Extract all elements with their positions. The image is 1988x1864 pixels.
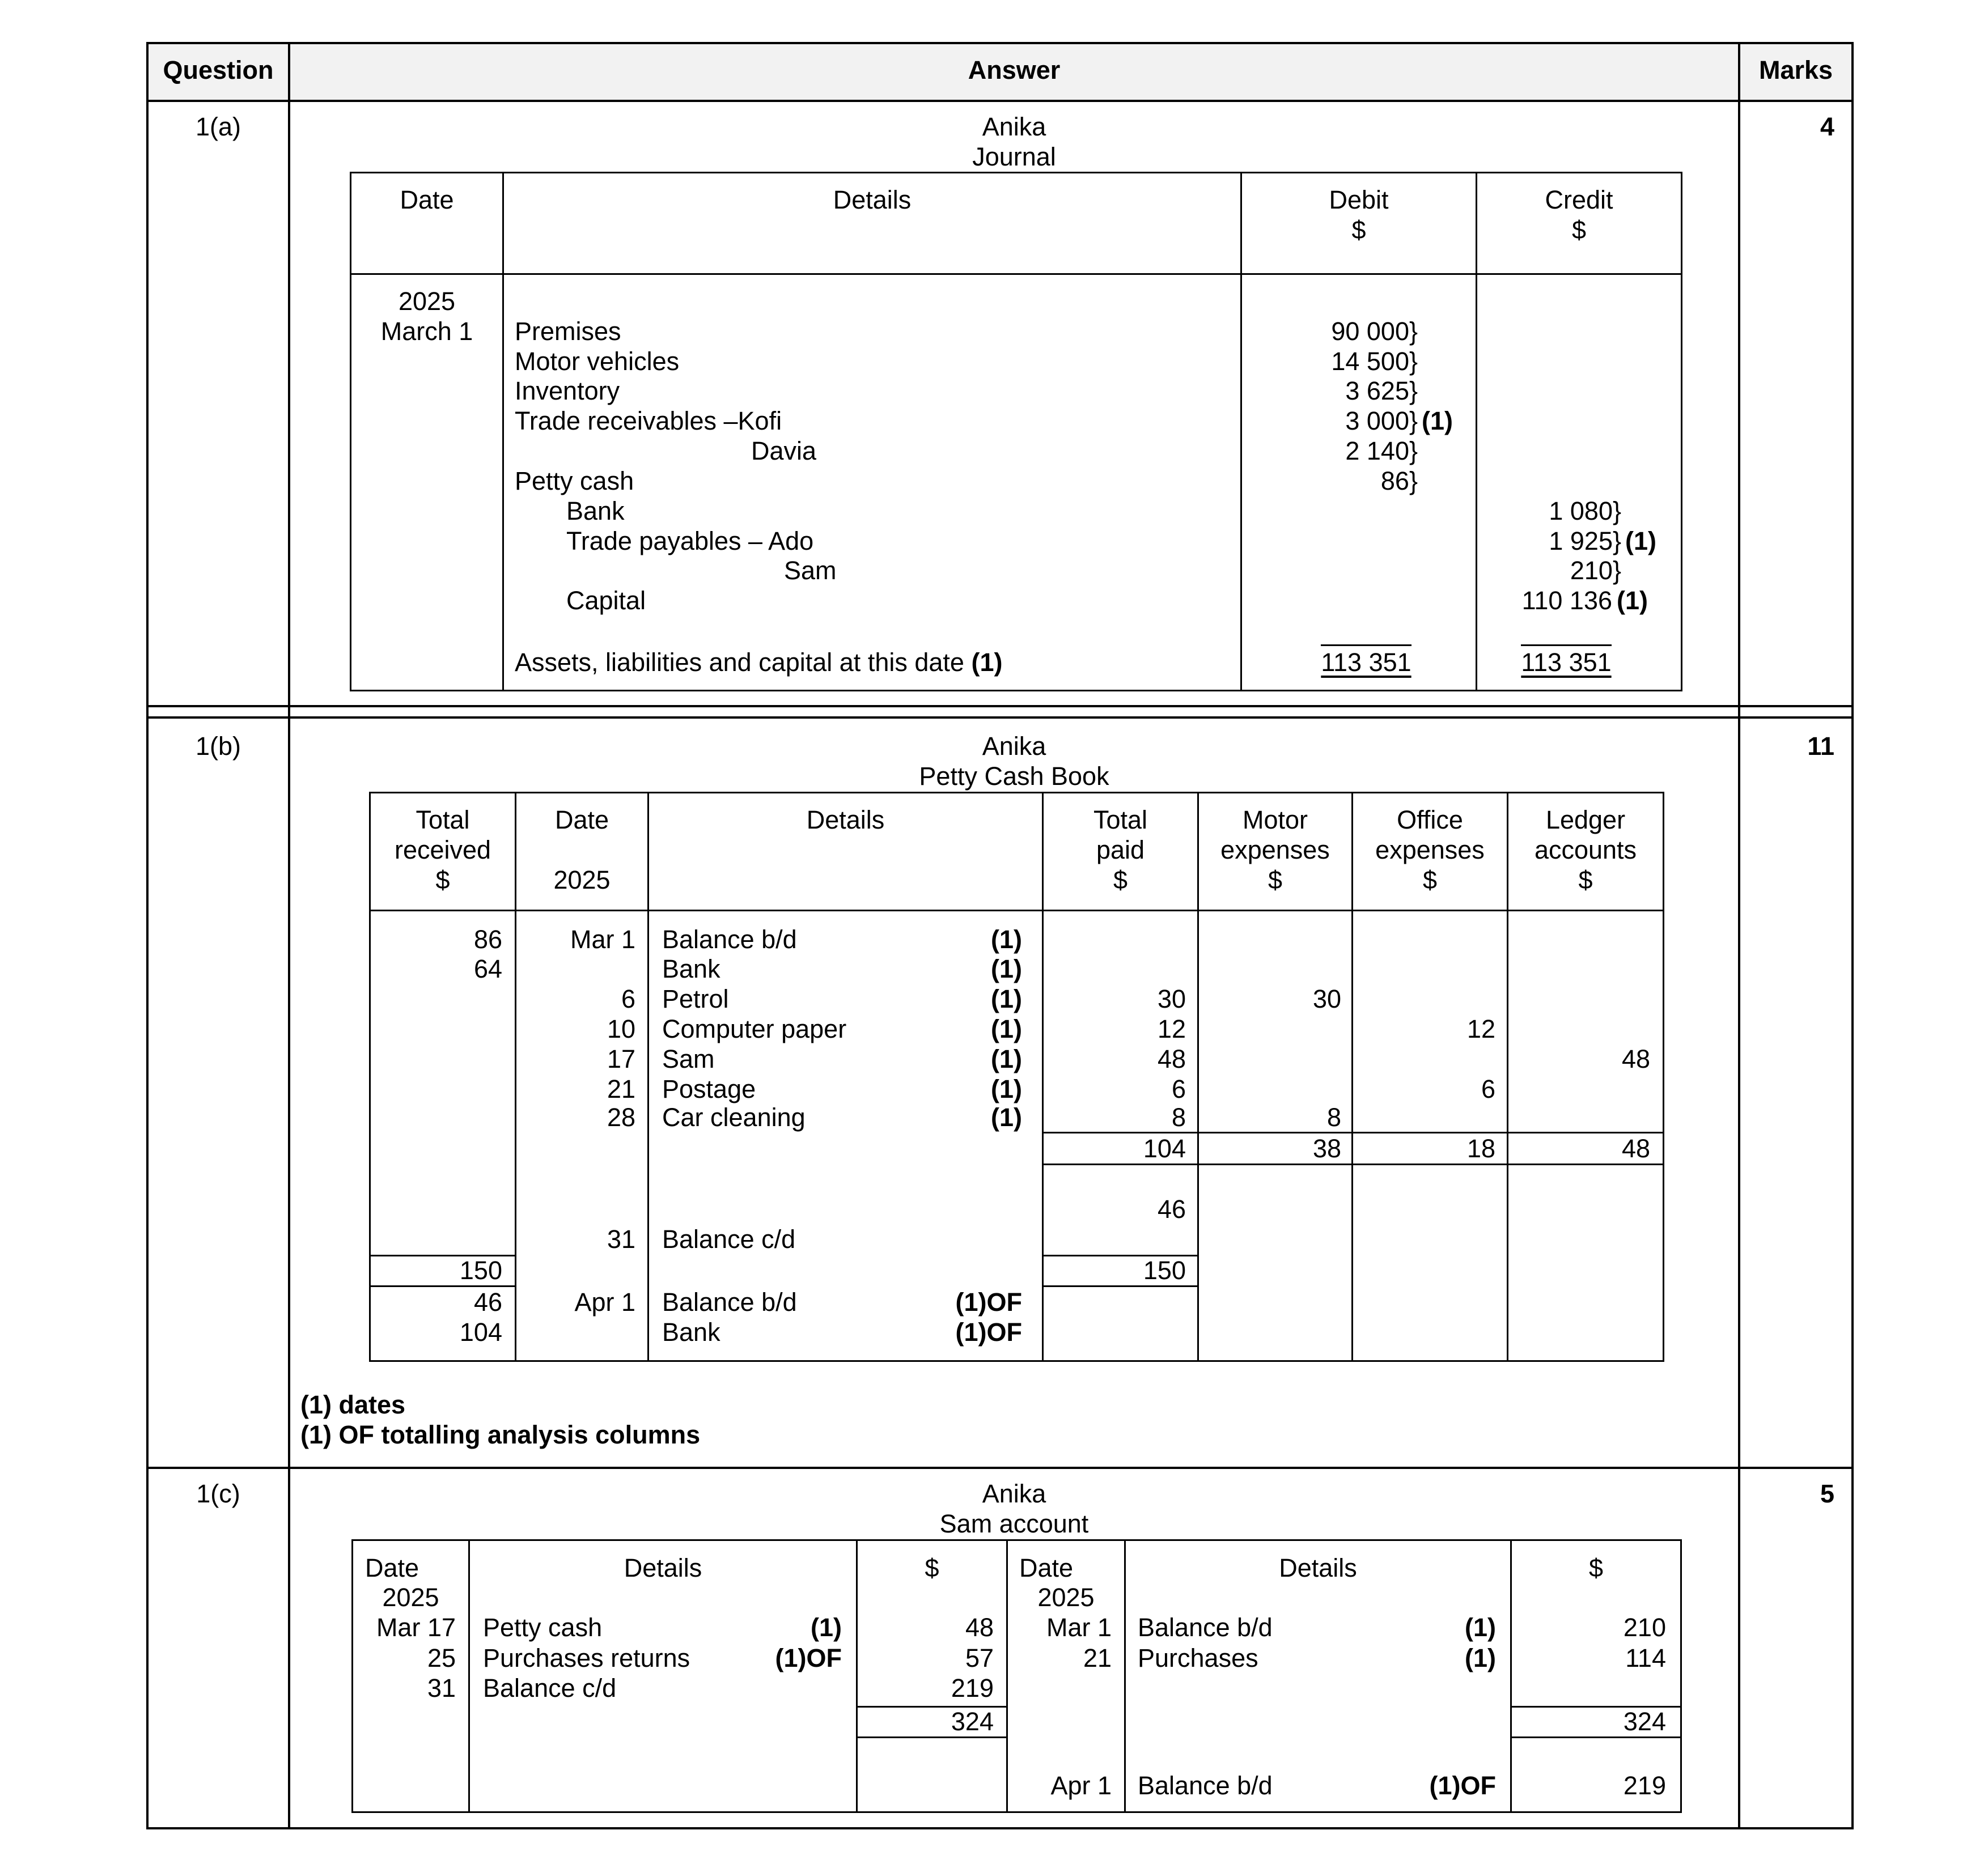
q1b-marks: 11: [1807, 732, 1834, 761]
pcb-after-details: Balance b/d: [662, 1288, 797, 1317]
journal-row-details: Capital: [566, 586, 646, 615]
journal-row-credit: 110 136: [1521, 586, 1612, 615]
pcb-paid: 12: [1157, 1014, 1186, 1043]
pcb-paid: 30: [1157, 984, 1186, 1013]
q1c-marks: 5: [1820, 1479, 1834, 1508]
sam-right-details: Purchases: [1138, 1644, 1258, 1672]
journal-debit-total: 113 351: [1321, 648, 1411, 677]
pcb-total-motor: 38: [1312, 1134, 1341, 1163]
pcb-col-office: Office expenses $: [1375, 805, 1485, 894]
pcb-balance-cd-date: 31: [607, 1225, 635, 1254]
pcb-total-paid: 104: [1143, 1134, 1186, 1163]
pcb-details: Computer paper: [662, 1014, 847, 1043]
q1b-bottom-border: [146, 1467, 1854, 1469]
journal-col-details: Details: [833, 185, 912, 214]
q1b-label: 1(b): [195, 732, 241, 761]
journal-row-credit: 1 925}: [1549, 526, 1621, 555]
sam-left-mark: (1)OF: [775, 1644, 842, 1672]
journal-mark-payables: (1): [1625, 526, 1656, 555]
q1c-title: Sam account: [939, 1509, 1089, 1538]
header-answer: Answer: [968, 56, 1061, 84]
pcb-col-ledger: Ledger accounts $: [1534, 805, 1637, 894]
pcb-col-motor: Motor expenses $: [1220, 805, 1330, 894]
pcb-motor: 8: [1326, 1103, 1341, 1132]
sam-carry-amount: 219: [1623, 1771, 1666, 1800]
outer-top-border: [146, 42, 1854, 44]
pcb-total-ledger: 48: [1621, 1134, 1650, 1163]
journal-row-debit: 3 625}: [1345, 376, 1418, 405]
pcb-col-date: Date 2025: [553, 805, 611, 894]
q1b-name: Anika: [982, 732, 1046, 761]
pcb-balance-cd-amount: 46: [1157, 1195, 1186, 1224]
sam-right-col-year: 2025: [1037, 1583, 1095, 1612]
journal-row-details: Inventory: [515, 376, 620, 405]
pcb-office: 6: [1481, 1075, 1495, 1103]
sam-right-col-date: Date: [1019, 1553, 1074, 1582]
pcb-grand-paid: 150: [1143, 1256, 1186, 1285]
journal-col-credit-currency: $: [1571, 215, 1587, 244]
sam-right-date: Mar 1: [1046, 1613, 1112, 1642]
sam-right-amount: 210: [1623, 1613, 1666, 1642]
journal-row-details: Trade receivables –Kofi: [515, 406, 782, 435]
pcb-paid: 48: [1157, 1044, 1186, 1073]
pcb-details: Bank: [662, 954, 720, 983]
outer-left-border: [146, 42, 149, 1829]
pcb-after-mark: (1)OF: [955, 1288, 1022, 1317]
outer-bottom-border: [146, 1827, 1854, 1829]
sam-left-col-details: Details: [624, 1553, 702, 1582]
sam-left-details: Balance c/d: [483, 1674, 617, 1702]
pcb-col-paid: Total paid $: [1093, 805, 1148, 894]
pcb-received: 64: [473, 954, 502, 983]
sam-carry-date: Apr 1: [1050, 1771, 1112, 1800]
q1a-label: 1(a): [195, 112, 241, 141]
pcb-date: 10: [607, 1014, 635, 1043]
journal-mark-receivables: (1): [1422, 406, 1453, 435]
pcb-after-received: 104: [459, 1318, 502, 1347]
sam-left-details: Petty cash: [483, 1613, 603, 1642]
sam-right-total: 324: [1623, 1707, 1666, 1736]
sam-right-amount: 114: [1625, 1644, 1666, 1672]
pcb-date: 17: [607, 1044, 635, 1073]
q1b-note: (1) dates: [300, 1390, 406, 1419]
pcb-col-details: Details: [806, 805, 885, 834]
sam-right-date: 21: [1083, 1644, 1112, 1672]
pcb-total-office: 18: [1466, 1134, 1495, 1163]
journal-row-details: Trade payables – Ado: [566, 526, 814, 555]
journal-row-credit: 1 080}: [1549, 496, 1621, 525]
pcb-mark: (1): [991, 925, 1022, 954]
sam-left-date: 25: [427, 1644, 456, 1672]
pcb-after-mark: (1)OF: [955, 1318, 1022, 1347]
journal-col-debit-currency: $: [1351, 215, 1366, 244]
sam-right-col-details: Details: [1279, 1553, 1357, 1582]
journal-credit-total: 113 351: [1521, 648, 1612, 677]
sam-left-mark: (1): [811, 1613, 842, 1642]
pcb-details: Petrol: [662, 984, 729, 1013]
pcb-mark: (1): [991, 1103, 1022, 1132]
journal-mark-capital: (1): [1617, 586, 1648, 615]
pcb-mark: (1): [991, 1014, 1022, 1043]
q1b-title: Petty Cash Book: [919, 762, 1109, 791]
journal-total-label: Assets, liabilities and capital at this date (1): [515, 648, 1003, 677]
journal-col-date: Date: [400, 185, 454, 214]
journal-row-details: Premises: [515, 317, 621, 346]
pcb-office: 12: [1466, 1014, 1495, 1043]
sam-carry-mark: (1)OF: [1429, 1771, 1496, 1800]
journal-row-details: Motor vehicles: [515, 347, 680, 376]
pcb-motor: 30: [1312, 984, 1341, 1013]
journal-year: 2025: [398, 287, 456, 316]
pcb-mark: (1): [991, 954, 1022, 983]
sam-carry-details: Balance b/d: [1138, 1771, 1273, 1800]
sam-left-amount: 57: [965, 1644, 994, 1672]
sam-right-mark: (1): [1465, 1613, 1496, 1642]
sam-left-date: Mar 17: [376, 1613, 456, 1642]
sam-right-details: Balance b/d: [1138, 1613, 1273, 1642]
journal-row-details: Bank: [566, 496, 625, 525]
q1c-label: 1(c): [196, 1479, 240, 1508]
pcb-grand-received: 150: [459, 1256, 502, 1285]
pcb-after-details: Bank: [662, 1318, 720, 1347]
sam-left-date: 31: [427, 1674, 456, 1702]
credit-total-overline: [1521, 644, 1612, 646]
pcb-ledger: 48: [1621, 1044, 1650, 1073]
sam-left-col-amount: $: [925, 1553, 939, 1582]
sam-left-col-date: Date: [365, 1553, 419, 1582]
marks-column-divider: [1738, 42, 1740, 1829]
q1b-top-border: [146, 716, 1854, 719]
pcb-after-received: 46: [473, 1288, 502, 1317]
journal-row-debit: 2 140}: [1345, 436, 1418, 465]
q1a-bottom-border: [146, 705, 1854, 707]
pcb-details: Postage: [662, 1075, 756, 1103]
header-marks: Marks: [1758, 56, 1833, 84]
journal-row-details: Davia: [751, 436, 817, 465]
sam-right-col-amount: $: [1588, 1553, 1604, 1582]
pcb-balance-cd-details: Balance c/d: [662, 1225, 796, 1254]
header-bottom-border: [146, 100, 1854, 102]
q1a-title: Journal: [972, 142, 1056, 171]
pcb-paid: 8: [1171, 1103, 1186, 1132]
sam-left-amount: 219: [951, 1674, 994, 1702]
journal-row-debit: 90 000}: [1331, 317, 1418, 346]
pcb-received: 86: [473, 925, 502, 954]
sam-left-total: 324: [951, 1707, 994, 1736]
outer-right-border: [1851, 42, 1854, 1829]
journal-row-debit: 86}: [1380, 466, 1418, 495]
pcb-date: Mar 1: [570, 925, 635, 954]
pcb-date: 6: [621, 984, 635, 1013]
journal-row-debit: 3 000}: [1345, 406, 1418, 435]
q1c-name: Anika: [982, 1479, 1046, 1508]
debit-total-overline: [1321, 644, 1411, 646]
pcb-date: 28: [607, 1103, 635, 1132]
journal-row-credit: 210}: [1570, 556, 1621, 585]
journal-col-debit: Debit: [1329, 185, 1389, 214]
pcb-mark: (1): [991, 1075, 1022, 1103]
q1b-note: (1) OF totalling analysis columns: [300, 1420, 701, 1449]
pcb-paid: 6: [1171, 1075, 1186, 1103]
journal-date: March 1: [380, 317, 473, 346]
journal-row-details: Sam: [784, 556, 837, 585]
pcb-col-received: Total received $: [394, 805, 491, 894]
sam-left-amount: 48: [965, 1613, 994, 1642]
journal-row-details: Petty cash: [515, 466, 634, 495]
journal-row-debit: 14 500}: [1331, 347, 1418, 376]
pcb-mark: (1): [991, 1044, 1022, 1073]
q1a-marks: 4: [1820, 112, 1834, 141]
pcb-details: Car cleaning: [662, 1103, 806, 1132]
sam-left-details: Purchases returns: [483, 1644, 690, 1672]
sam-left-col-year: 2025: [382, 1583, 439, 1612]
header-question: Question: [163, 56, 274, 84]
question-column-divider: [288, 42, 290, 1829]
pcb-date: 21: [607, 1075, 635, 1103]
pcb-after-date: Apr 1: [574, 1288, 635, 1317]
q1a-name: Anika: [982, 112, 1046, 141]
pcb-details: Sam: [662, 1044, 715, 1073]
sam-right-mark: (1): [1465, 1644, 1496, 1672]
pcb-mark: (1): [991, 984, 1022, 1013]
pcb-details: Balance b/d: [662, 925, 797, 954]
journal-col-credit: Credit: [1545, 185, 1613, 214]
